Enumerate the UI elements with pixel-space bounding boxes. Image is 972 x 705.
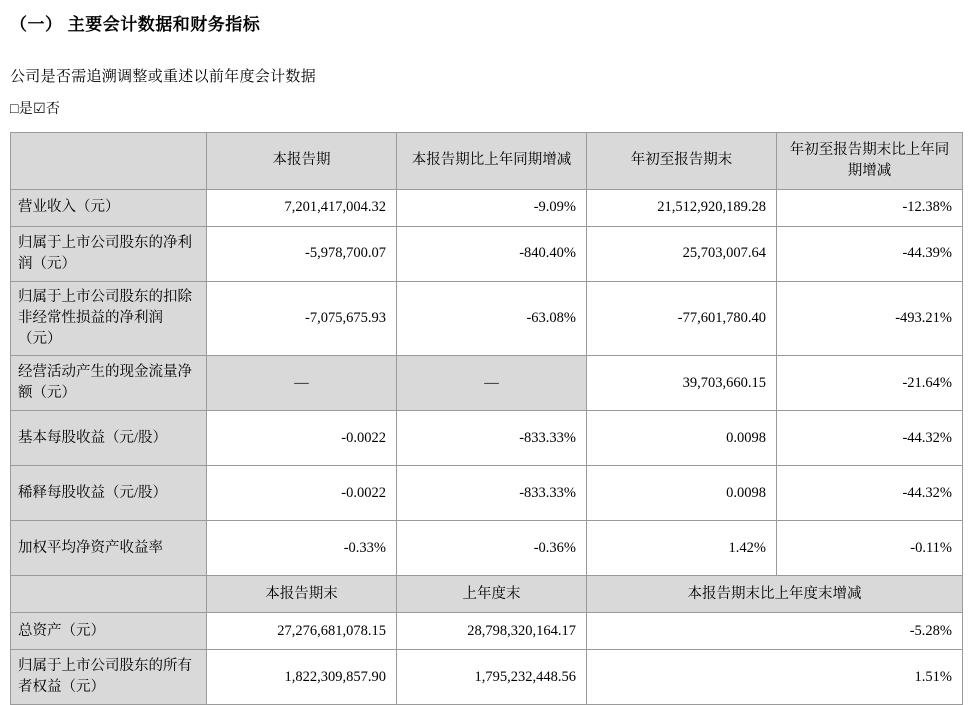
subheader-period-end: 本报告期末 <box>207 576 397 613</box>
table-row <box>11 227 963 282</box>
table-header-row <box>11 133 963 190</box>
cell-current-period-yoy: -63.08% <box>397 282 587 356</box>
cell-ytd: -77,601,780.40 <box>587 282 777 356</box>
retrospective-adjustment-question: 公司是否需追溯调整或重述以前年度会计数据 <box>10 69 317 85</box>
cell-ytd: 0.0098 <box>587 411 777 466</box>
row-label: 营业收入（元） <box>11 190 207 227</box>
cell-current-period: -7,075,675.93 <box>207 282 397 356</box>
cell-current-period: -0.33% <box>207 521 397 576</box>
row-label: 经营活动产生的现金流量净额（元） <box>11 356 207 411</box>
cell-ytd-yoy: -44.32% <box>777 411 963 466</box>
subheader-blank <box>11 576 207 613</box>
column-header-blank <box>11 133 207 190</box>
table-row <box>11 466 963 521</box>
cell-ytd: 1.42% <box>587 521 777 576</box>
column-header-current-period-yoy: 本报告期比上年同期增减 <box>397 133 587 190</box>
cell-current-period-yoy: -9.09% <box>397 190 587 227</box>
table-row <box>11 521 963 576</box>
column-header-ytd-yoy: 年初至报告期末比上年同期增减 <box>777 133 963 190</box>
subheader-prior-year-end: 上年度末 <box>397 576 587 613</box>
financial-summary-table <box>10 132 963 705</box>
cell-current-period: -5,978,700.07 <box>207 227 397 282</box>
cell-change: -5.28% <box>587 613 963 650</box>
cell-current-period: — <box>207 356 397 411</box>
row-label: 总资产（元） <box>11 613 207 650</box>
column-header-current-period: 本报告期 <box>207 133 397 190</box>
retrospective-adjustment-choices <box>10 98 962 118</box>
cell-current-period: -0.0022 <box>207 411 397 466</box>
row-label: 稀释每股收益（元/股） <box>11 466 207 521</box>
cell-ytd: 39,703,660.15 <box>587 356 777 411</box>
cell-ytd-yoy: -44.39% <box>777 227 963 282</box>
table-row <box>11 613 963 650</box>
checkbox-no[interactable]: ☑否 <box>33 102 61 117</box>
table-row <box>11 411 963 466</box>
column-header-ytd: 年初至报告期末 <box>587 133 777 190</box>
table-subheader-row <box>11 576 963 613</box>
row-label: 归属于上市公司股东的净利润（元） <box>11 227 207 282</box>
checkbox-yes[interactable]: □是 <box>10 102 34 117</box>
table-row <box>11 650 963 705</box>
cell-period-end: 1,822,309,857.90 <box>207 650 397 705</box>
cell-ytd-yoy: -44.32% <box>777 466 963 521</box>
cell-current-period-yoy: — <box>397 356 587 411</box>
cell-current-period-yoy: -833.33% <box>397 411 587 466</box>
cell-current-period-yoy: -833.33% <box>397 466 587 521</box>
table-row <box>11 190 963 227</box>
table-row <box>11 282 963 356</box>
cell-ytd: 21,512,920,189.28 <box>587 190 777 227</box>
cell-current-period: -0.0022 <box>207 466 397 521</box>
row-label: 基本每股收益（元/股） <box>11 411 207 466</box>
cell-prior-year-end: 28,798,320,164.17 <box>397 613 587 650</box>
page-title: （一） 主要会计数据和财务指标 <box>10 15 261 34</box>
row-label: 归属于上市公司股东的所有者权益（元） <box>11 650 207 705</box>
table-row <box>11 356 963 411</box>
cell-current-period-yoy: -840.40% <box>397 227 587 282</box>
subheader-change-vs-prior-year-end: 本报告期末比上年度末增减 <box>587 576 963 613</box>
cell-prior-year-end: 1,795,232,448.56 <box>397 650 587 705</box>
cell-ytd: 0.0098 <box>587 466 777 521</box>
cell-change: 1.51% <box>587 650 963 705</box>
cell-ytd-yoy: -12.38% <box>777 190 963 227</box>
cell-ytd-yoy: -0.11% <box>777 521 963 576</box>
cell-ytd-yoy: -493.21% <box>777 282 963 356</box>
cell-ytd-yoy: -21.64% <box>777 356 963 411</box>
cell-period-end: 27,276,681,078.15 <box>207 613 397 650</box>
cell-ytd: 25,703,007.64 <box>587 227 777 282</box>
row-label: 归属于上市公司股东的扣除非经常性损益的净利润（元） <box>11 282 207 356</box>
cell-current-period: 7,201,417,004.32 <box>207 190 397 227</box>
document-page <box>0 6 972 696</box>
cell-current-period-yoy: -0.36% <box>397 521 587 576</box>
row-label: 加权平均净资产收益率 <box>11 521 207 576</box>
